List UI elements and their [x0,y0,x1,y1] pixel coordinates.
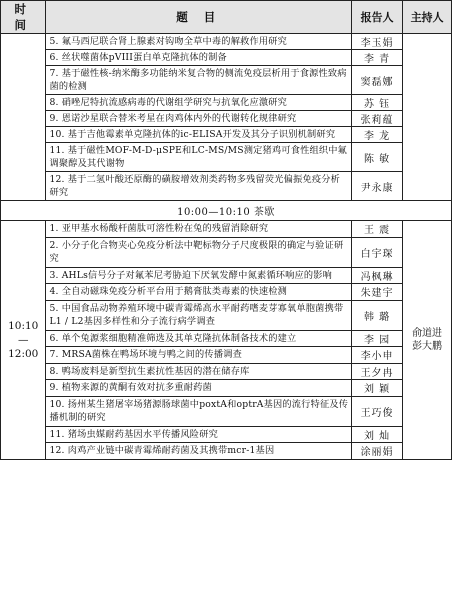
session-time-line: 12:00 [8,347,39,360]
reporter-cell: 李 青 [352,50,403,66]
reporter-cell: 白宇琛 [352,237,403,267]
reporter-cell: 王夕冉 [352,363,403,380]
table-row [1,284,452,301]
topic-cell: 1. 亚甲基水杨酸杆菌肽可溶性粉在兔的残留消除研究 [46,221,352,238]
topic-cell: 10. 扬州某生猪屠宰场猪源肠球菌中poxtA和optrA基因的流行特征及传播机制的研究 [46,396,352,426]
reporter-cell: 涂丽娟 [352,443,403,460]
topic-cell: 11. 猪场虫媒耐药基因水平传播风险研究 [46,426,352,443]
table-row [1,127,452,143]
session-host-name: 俞道进 [412,327,443,339]
topic-cell: 7. 基于磁性核-纳米酶多功能纳米复合物的侧流免疫层析用于食源性致病菌的检测 [46,66,352,95]
topic-cell: 4. 全自动磁珠免疫分析平台用于鹅膏肽类毒素的快速检测 [46,284,352,301]
table-row [1,363,452,380]
session-time-line: 10:10 [8,319,39,332]
reporter-cell: 李玉娟 [352,34,403,50]
topic-cell: 9. 恩诺沙星联合替米考星在肉鸡体内外的代谢转化规律研究 [46,111,352,127]
reporter-cell: 刘 灿 [352,426,403,443]
table-row [1,396,452,426]
reporter-cell: 李 龙 [352,127,403,143]
reporter-cell: 尹永康 [352,172,403,201]
session-time [1,221,46,460]
topic-cell: 3. AHLs信号分子对氟苯尼考胁迫下厌氧发酵中氮素循环响应的影响 [46,267,352,284]
topic-cell: 6. 单个兔源浆细胞精准筛选及其单克隆抗体制备技术的建立 [46,330,352,347]
table-row [1,143,452,172]
table-row [1,111,452,127]
table-row [1,221,452,238]
table-row [1,34,452,50]
topic-cell: 9. 植物来源的黄酮有效对抗多重耐药菌 [46,380,352,397]
reporter-cell: 王 震 [352,221,403,238]
reporter-cell: 刘 颖 [352,380,403,397]
reporter-cell: 张莉蕴 [352,111,403,127]
topic-cell: 11. 基于磁性MOF-M-D-μSPE和LC-MS/MS测定猪鸡可食性组织中氟调聚醇及其代谢物 [46,143,352,172]
session-host-name: 彭大鹏 [412,340,443,352]
table-row [1,443,452,460]
session-time-line: — [17,333,29,346]
topic-cell: 12. 肉鸡产业链中碳青霉烯耐药菌及其携带mcr-1基因 [46,443,352,460]
break-row [1,201,452,221]
table-row [1,95,452,111]
host-cell-empty [403,34,452,201]
reporter-cell: 李 园 [352,330,403,347]
topic-cell: 2. 小分子化合物夹心免疫分析法中靶标物分子尺度极限的确定与验证研究 [46,237,352,267]
reporter-cell: 王巧俊 [352,396,403,426]
topic-cell: 12. 基于二氢叶酸还原酶的磺胺增效剂类药物多残留荧光偏振免疫分析研究 [46,172,352,201]
reporter-header: 报告人 [352,1,403,34]
topic-cell: 7. MRSA菌株在鸭场环境与鸭之间的传播调查 [46,347,352,364]
host-header: 主持人 [403,1,452,34]
topic-header: 题 目 [46,1,352,34]
reporter-cell: 窦磊娜 [352,66,403,95]
reporter-cell: 苏 钰 [352,95,403,111]
reporter-cell: 朱建宇 [352,284,403,301]
reporter-cell: 韩 璐 [352,300,403,330]
table-row [1,237,452,267]
tea-break: 10:00—10:10 茶歇 [1,201,452,221]
topic-cell: 5. 中国食品动物养殖环境中碳青霉烯高水平耐药嗜麦芽寡氧单胞菌携带L1 / L2基因多样性和分子流行病学调查 [46,300,352,330]
session-host [403,221,452,460]
topic-cell: 5. 氟马西尼联合肾上腺素对钩吻全草中毒的解救作用研究 [46,34,352,50]
table-row [1,172,452,201]
topic-cell: 10. 基于吉他霉素单克隆抗体的ic-ELISA开发及其分子识别机制研究 [46,127,352,143]
table-row [1,330,452,347]
reporter-cell: 李小申 [352,347,403,364]
table-row [1,347,452,364]
header-row [1,1,452,34]
topic-cell: 6. 丝状噬菌体pVIII蛋白单克隆抗体的制备 [46,50,352,66]
reporter-cell: 冯枫琳 [352,267,403,284]
table-row [1,300,452,330]
table-row [1,66,452,95]
time-cell-empty [1,34,46,201]
topic-cell: 8. 硝唑尼特抗流感病毒的代谢组学研究与抗氧化应激研究 [46,95,352,111]
topic-cell: 8. 鸭场废料是新型抗生素抗性基因的潜在储存库 [46,363,352,380]
time-header: 时 间 [1,1,46,34]
table-row [1,267,452,284]
table-row [1,426,452,443]
table-row [1,380,452,397]
table-row [1,50,452,66]
reporter-cell: 陈 敏 [352,143,403,172]
